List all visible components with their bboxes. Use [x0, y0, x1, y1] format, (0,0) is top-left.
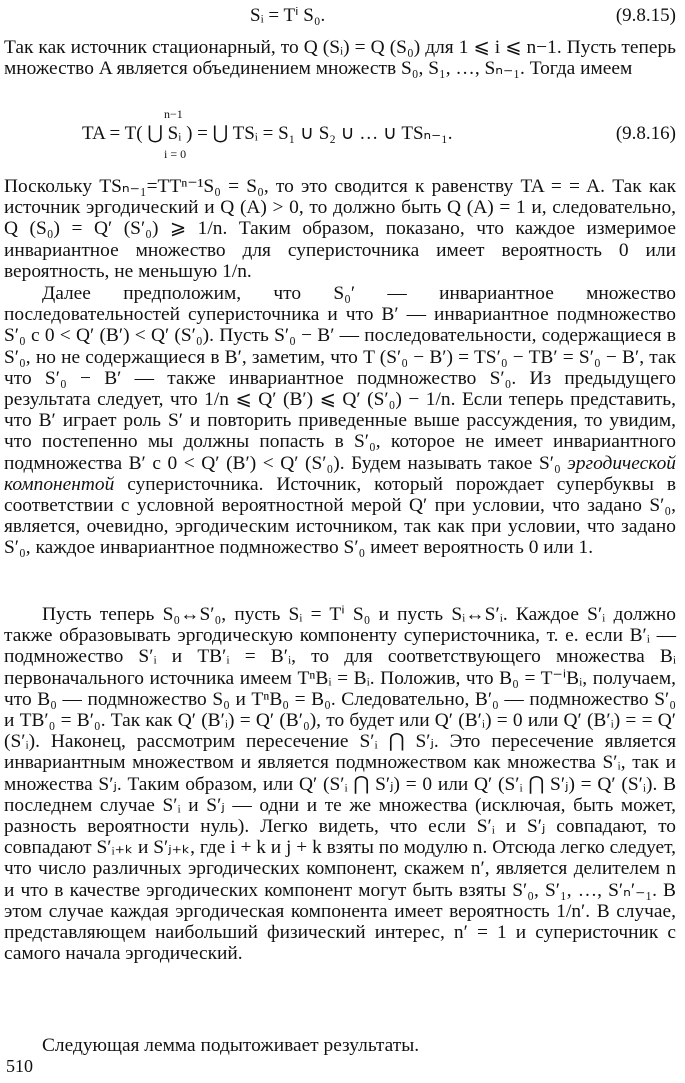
equation-9-8-16 [4, 107, 676, 162]
paragraph-ergodic-component [4, 283, 676, 559]
paragraph-lemma-intro: Следующая лемма подытоживает результаты. [42, 1035, 420, 1056]
union-lower-limit: i = 0 [164, 147, 187, 161]
paragraph-text-after: суперисточника. Источник, который порождает супербуквы в соответствии с условной вероятностной мерой Q′ при условии, что задано S′₀, является, очевидно, эргодическим источником, так как при условии, что задано S′₀, каждое инвариантное подмножество S′₀ имеет вероятность 0 или 1. [4, 473, 676, 559]
equation-number: (9.8.15) [615, 5, 676, 26]
paragraph-text-before: Далее предположим, что S₀′ — инвариантное множество последовательностей суперисточника и что B′ — инвариантное подмножество S′₀ с 0 < Q′ (B′) < Q′ (S′₀). Пусть S′₀ − B′ — последовательности, содержащиеся в S′₀, но не содержащиеся в B′, заметим, что T (S′₀ − B′) = TS′₀ − TB′ = S′₀ − B′, так что S′₀ − B′ — также инвариантное подмножество S′₀. Из предыдущего результата следует, что 1/n ⩽ Q′ (B′) ⩽ Q′ (S′₀) − 1/n. Если теперь представить, что B′ играет роль S′ и повторить приведенные выше рассуждения, то увидим, что постепенно мы должны попасть в S′₀, которое не имеет инвариантного подмножества B′ с 0 < Q′ (B′) < Q′ (S′₀). Будем называть такое S′₀ [4, 283, 676, 474]
paragraph-stationary-source: Так как источник стационарный, то Q (Sᵢ) = Q (S₀) для 1 ⩽ i ⩽ n−1. Пусть теперь множество A является объединением множеств S₀, S₁, …, Sₙ₋₁. Тогда имеем [4, 37, 676, 80]
equation-number: (9.8.16) [615, 123, 676, 144]
paragraph-superletters: Пусть теперь S₀↔S′₀, пусть Sᵢ = Tⁱ S₀ и пусть Sᵢ↔S′ᵢ. Каждое S′ᵢ должно также образовывать эргодическую компоненту суперисточника, т. е. если B′ᵢ — подмножество S′ᵢ и TB′ᵢ = B′ᵢ, то для соответствующего множества Bᵢ первоначального источника имеем TⁿBᵢ = Bᵢ. Положив, что B₀ = T⁻ⁱBᵢ, получаем, что B₀ — подмножество S₀ и TⁿB₀ = B₀. Следовательно, B′₀ — подмножество S′₀ и TB′₀ = B′₀. Так как Q′ (B′ᵢ) = Q′ (B′₀), то будет или Q′ (B′ᵢ) = 0 или Q′ (B′ᵢ) = = Q′ (S′ᵢ). Наконец, рассмотрим пересечение S′ᵢ ⋂ S′ⱼ. Это пересечение является инвариантным множеством и является подмножеством как множества S′ᵢ, так и множества S′ⱼ. Таким образом, или Q′ (S′ᵢ ⋂ S′ⱼ) = 0 или Q′ (S′ᵢ ⋂ S′ⱼ) = Q′ (S′ᵢ). В последнем случае S′ᵢ и S′ⱼ — одни и те же множества (исключая, быть может, разность вероятности нуль). Легко видеть, что если S′ᵢ и S′ⱼ совпадают, то совпадают S′ᵢ₊ₖ и S′ⱼ₊ₖ, где i + k и j + k взяты по модулю n. Отсюда легко следует, что число различных эргодических компонент, скажем n′, является делителем n и что в качестве эргодических компонент могут быть взяты S′₀, S′₁, …, S′ₙ′₋₁. В этом случае каждая эргодическая компонента имеет вероятность 1/n′. В случае, представляющем наибольший физический интерес, n′ = 1 и суперисточник с самого начала эргодический. [4, 604, 676, 965]
paragraph-ergodic-probability: Поскольку TSₙ₋₁=TTⁿ⁻¹S₀ = S₀, то это сводится к равенству TA = = A. Так как источник эргодический и Q (A) > 0, то должно быть Q (A) = 1 и, следовательно, Q (S₀) = Q′ (S′₀) ⩾ 1/n. Таким образом, показано, что каждое измеримое инвариантное множество для суперисточника имеет вероятность 0 или вероятность, не меньшую 1/n. [4, 176, 676, 282]
term-ergodic-component: эргодической компонентой [4, 452, 676, 495]
page-number: 510 [6, 1056, 33, 1076]
equation-9-8-15 [4, 2, 676, 30]
equation-formula: TA = T( ⋃ Sᵢ ) = ⋃ TSᵢ = S₁ ∪ S₂ ∪ … ∪ TSₙ₋₁. [82, 123, 453, 144]
equation-formula: Sᵢ = Tⁱ S₀. [250, 5, 326, 26]
union-upper-limit: n−1 [164, 107, 183, 121]
